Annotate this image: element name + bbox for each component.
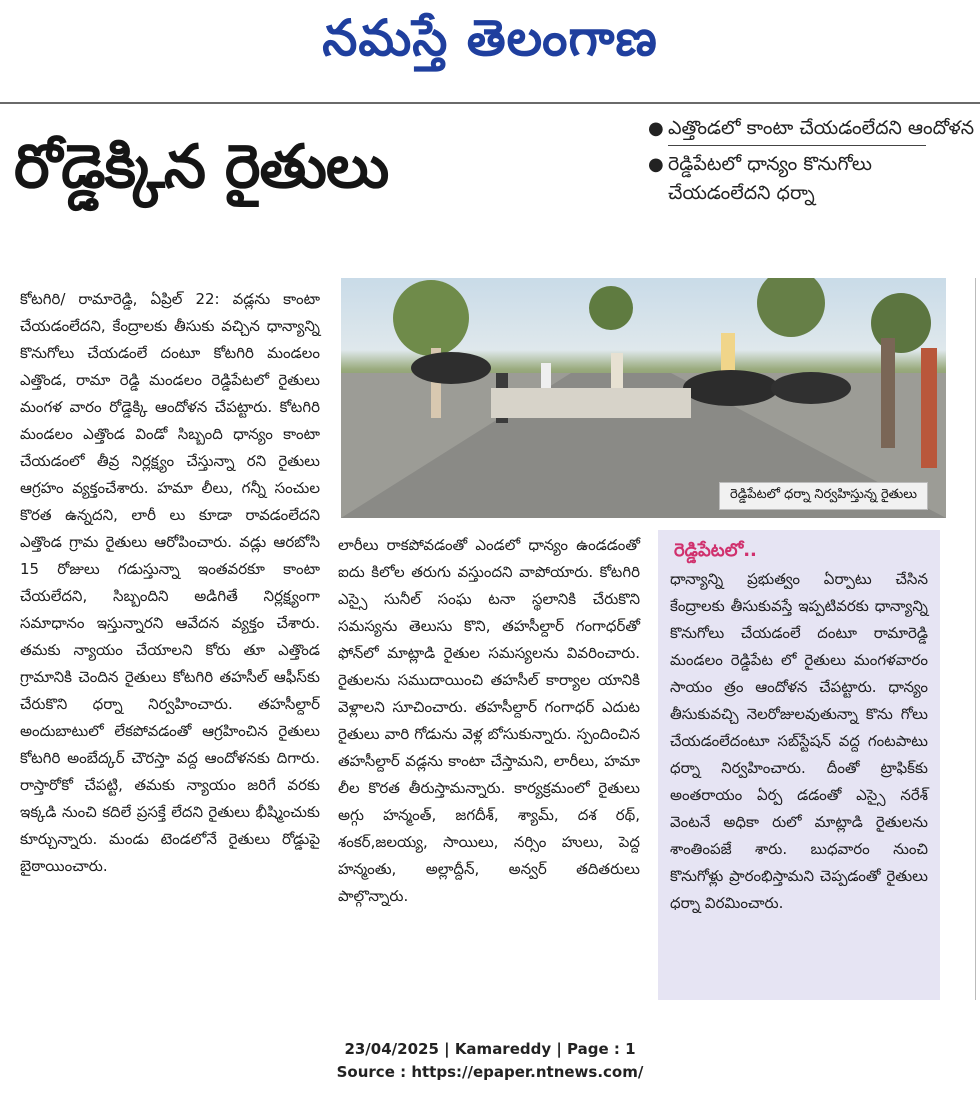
deck-divider — [668, 145, 926, 146]
headline: రోడ్డెక్కిన రైతులు — [14, 132, 389, 202]
deck-text: ఎత్తొండలో కాంటా చేయడంలేదని ఆందోళన — [668, 117, 975, 139]
masthead-divider — [0, 102, 980, 104]
footer-source-line: Source : https://epaper.ntnews.com/ — [336, 1063, 644, 1081]
news-photo — [341, 278, 946, 518]
footer-date-line: 23/04/2025 | Kamareddy | Page : 1 — [344, 1040, 636, 1058]
right-border — [975, 278, 976, 1000]
article-column-1: కోటగిరి/ రామారెడ్డి, ఏప్రిల్ 22: వడ్లను కాంటా చేయడంలేదని, కేంద్రాలకు తీసుకు వచ్చిన ధాన్యాన్ని కొనుగోలు చేయడంలే దంటూ కోటగిరి మండలం ఎత్తొండ, రామా రెడ్డి మండలం రెడ్డిపేటలో రైతులు మంగళ వారం రోడ్డెక్కి ఆందోళన చేపట్టారు. కోటగిరి మండలం ఎత్తొండ విండో సిబ్బంది ధాన్యం కాంటా చేయడంలో తీవ్ర నిర్లక్ష్యం చేస్తున్నా రని రైతులు ఆగ్రహం వ్యక్తంచేశారు. హమా లీలు, గన్నీ సంచుల కొరత ఉన్నదని, లారీ లు కూడా రావడంలేదని ఎత్తొండ గ్రామ రైతులు ఆరోపించారు. వడ్లు ఆరబోసి 15 రోజులు గడుస్తున్నా ఇంతవరకూ కాంటా చేయలేదని, సిబ్బందిని అడిగితే నిర్లక్ష్యంగా సమాధానం ఇస్తున్నారని ఆవేదన వ్యక్తం చేశారు. తమకు న్యాయం చేయాలని కోరు తూ ఎత్తొండ గ్రామానికి చెందిన రైతులు కోటగిరి తహసీల్ ఆఫీస్‌కు చేరుకొని ధర్నా నిర్వహించారు. తహసీల్దార్ అందుబాటులో లేకపోవడంతో ఆగ్రహించిన రైతులు కోటగిరి అంబేద్కర్ చౌరస్తా వద్ద ఆందోళనకు దిగారు. రాస్తారోకో చేపట్టి, తమకు న్యాయం జరిగే వరకు ఇక్కడి నుంచి కదిలే ప్రసక్తే లేదని రైతులు భీష్మించుకు కూర్చున్నారు. మండు టెండలోనే రైతులు రోడ్డుపై బైఠాయించారు. — [20, 290, 320, 875]
sidebar-box — [658, 530, 940, 1000]
bullet-icon: ● — [648, 118, 664, 139]
deck-text: రెడ్డిపేటలో ధాన్యం కొనుగోలు చేయడంలేదని ధర్నా — [668, 153, 872, 204]
article-column-2: లారీలు రాకపోవడంతో ఎండలో ధాన్యం ఉండడంతో ఐదు కిలోల తరుగు వస్తుందని వాపోయారు. కోటగిరి ఎస్సై సునీల్ సంఘ టనా స్థలానికి చేరుకొని సమస్యను తెలుసు కొని, తహసీల్దార్ గంగాధర్‌తో ఫోన్‌లో మాట్లాడి రైతుల సమస్యలను వివరించారు. రైతులను సముదాయించి తహసీల్ కార్యాల యానికి వెళ్లాలని సూచించారు. తహసీల్దార్ గంగాధర్ ఎదుట రైతులు వారి గోడును వెళ్ల బోసుకున్నారు. స్పందించిన తహసీల్దార్ వడ్లను కాంటా చేస్తామని, లారీలు, హమా లీల కొరత తీరుస్తామన్నారు. కార్యక్రమంలో రైతులు అగ్గు హన్మంత్, జగదీశ్, శ్యామ్, దశ రథ్, శంకర్,జలయ్య, సాయిలు, నర్సిం హులు, పెద్ద హన్మంతు, అల్లాద్దీన్, అన్వర్ తదితరులు పాల్గొన్నారు. — [338, 536, 640, 905]
deck-item — [648, 150, 978, 208]
deck — [648, 114, 978, 208]
sidebar-title: రెడ్డిపేటలో.. — [674, 540, 757, 561]
bullet-icon: ● — [648, 154, 664, 175]
sidebar-text: ధాన్యాన్ని ప్రభుత్వం ఏర్పాటు చేసిన కేంద్రాలకు తీసుకువస్తే ఇప్పటివరకు ధాన్యాన్ని కొనుగోలు చేయడంలే దంటూ రామారెడ్డి మండలం రెడ్డిపేట లో రైతులు మంగళవారం సాయం త్రం ఆందోళన చేపట్టారు. ధాన్యం తీసుకువచ్చి నెలరోజులవుతున్నా కొను గోలు చేయడంలేదంటూ సబ్‌స్టేషన్ వద్ద గంటపాటు ధర్నా నిర్వహించారు. దీంతో ట్రాఫిక్‌కు అంతరాయం ఏర్ప డడంతో ఎస్సై నరేశ్ వెంటనే అధికా రులో మాట్లాడి రైతులను శాంతింపజే శారు. బుధవారం నుంచి కొనుగోళ్లు ప్రారంభిస్తామని చెప్పడంతో రైతులు ధర్నా విరమించారు. — [670, 570, 928, 912]
masthead-title: నమస్తే తెలంగాణ — [322, 8, 658, 67]
masthead — [0, 0, 980, 100]
deck-item — [648, 114, 978, 143]
photo-caption: రెడ్డిపేటలో ధర్నా నిర్వహిస్తున్న రైతులు — [719, 482, 928, 510]
